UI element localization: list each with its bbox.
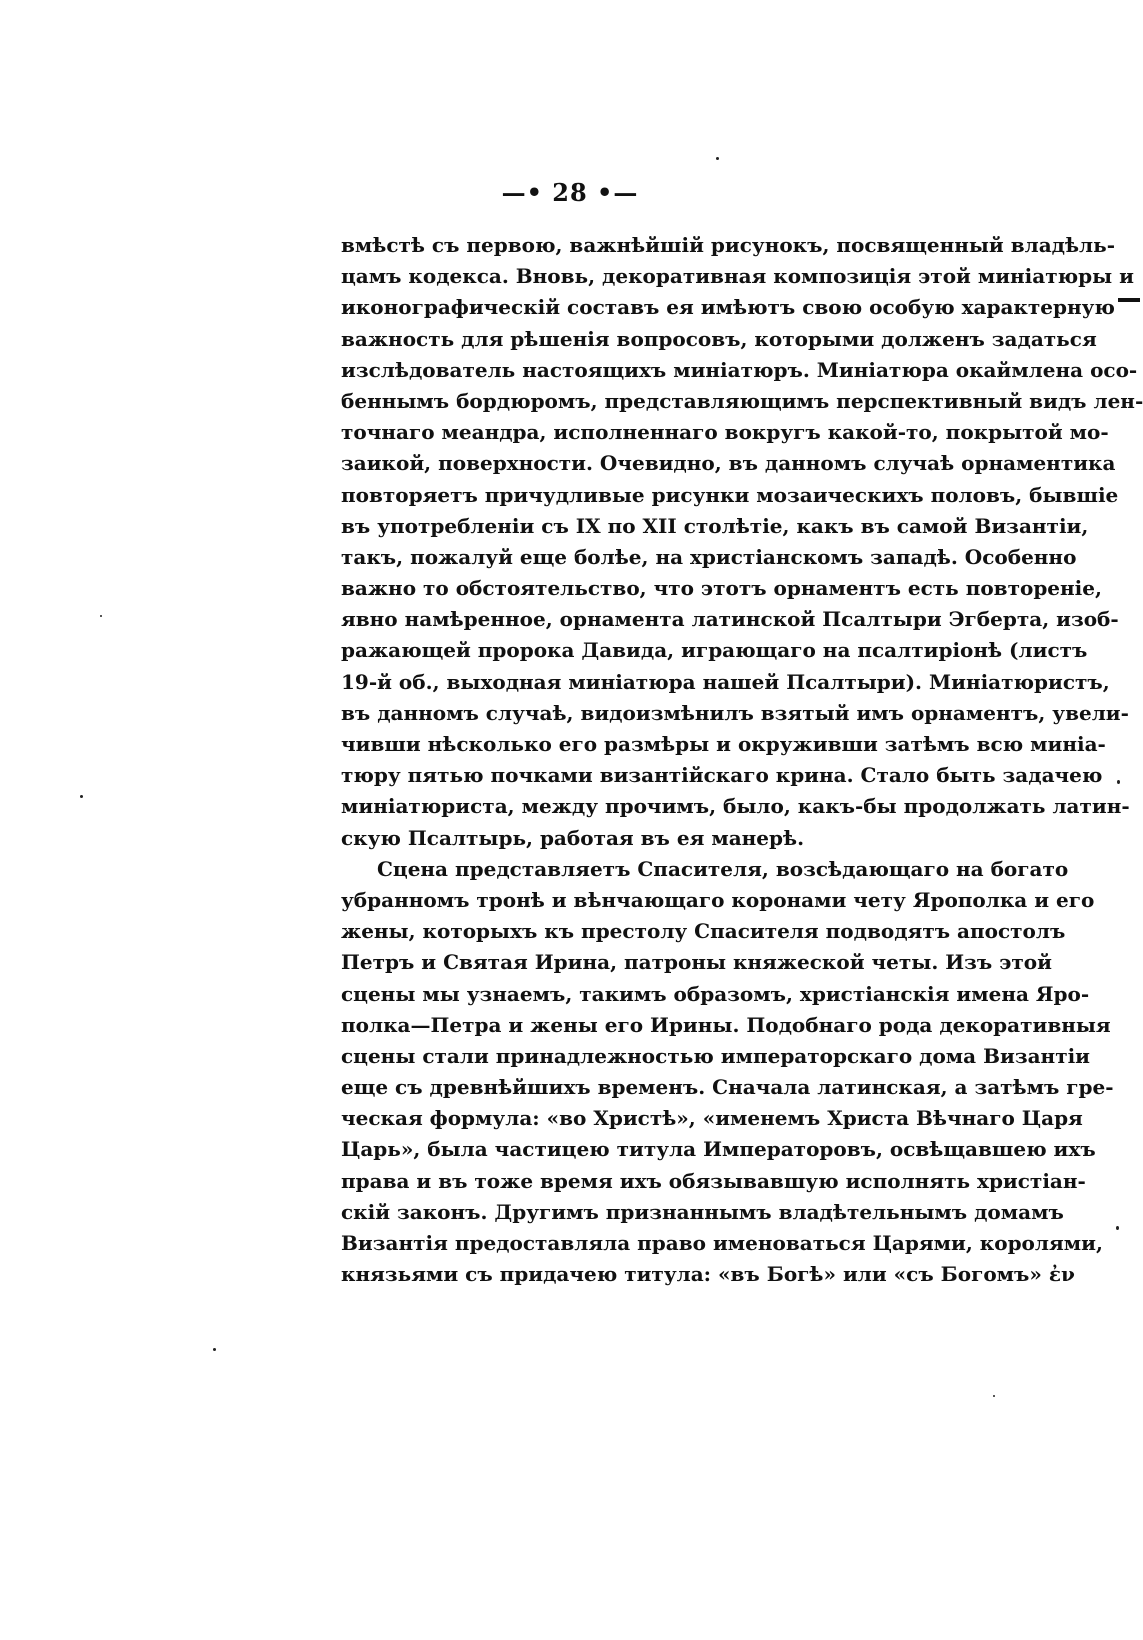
text-line: права и въ тоже время ихъ обязывавшую исполнять христіан-	[341, 1168, 1086, 1193]
text-line: скій законъ. Другимъ признаннымъ владѣтельнымъ домамъ	[341, 1199, 1064, 1224]
text-line: беннымъ бордюромъ, представляющимъ перспективный видъ лен-	[341, 388, 1143, 413]
text-line: явно намѣренное, орнамента латинской Псалтыри Эгберта, изоб-	[341, 607, 1119, 632]
scan-speck	[993, 1395, 995, 1397]
paragraph-end-line: скую Псалтырь, работая въ ея манерѣ.	[341, 825, 805, 850]
text-line: 19-й об., выходная миніатюра нашей Псалтыри). Миніатюристъ,	[341, 669, 1110, 694]
text-line: Царь», была частицею титула Императоровъ, освѣщавшею ихъ	[341, 1137, 1096, 1162]
text-line: князьями съ придачею титула: «въ Богѣ» или «съ Богомъ» ἐν	[341, 1262, 1075, 1287]
text-line: миніатюриста, между прочимъ, было, какъ-бы продолжать латин-	[341, 794, 1130, 819]
text-line: такъ, пожалуй еще болѣе, на христіанскомъ западѣ. Особенно	[341, 544, 1077, 569]
text-line: цамъ кодекса. Вновь, декоративная композиція этой миніатюры и	[341, 264, 1134, 289]
paragraph-start-line: Сцена представляетъ Спасителя, возсѣдающаго на богато	[377, 856, 1069, 881]
text-line: ческая формула: «во Христѣ», «именемъ Христа Вѣчнаго Царя	[341, 1106, 1083, 1131]
text-line: иконографическій составъ ея имѣютъ свою особую характерную	[341, 295, 1115, 320]
text-line: полка—Петра и жены его Ирины. Подобнаго рода декоративныя	[341, 1012, 1111, 1037]
text-line: Византія предоставляла право именоваться Царями, королями,	[341, 1231, 1103, 1255]
text-line: ражающей пророка Давида, играющаго на псалтиріонѣ (листъ	[341, 638, 1088, 663]
text-line: въ употребленіи съ IX по XII столѣтіе, какъ въ самой Византіи,	[341, 513, 1089, 538]
text-line: чивши нѣсколько его размѣры и окруживши затѣмъ всю миніа-	[341, 732, 1106, 756]
scan-speck	[213, 1348, 216, 1351]
scan-speck	[100, 615, 102, 617]
text-line: повторяетъ причудливые рисунки мозаическихъ половъ, бывшіе	[341, 482, 1119, 507]
scan-speck	[80, 795, 83, 798]
text-line: въ данномъ случаѣ, видоизмѣнилъ взятый имъ орнаментъ, увели-	[341, 700, 1129, 725]
scan-speck	[1117, 780, 1120, 784]
text-line: заикой, поверхности. Очевидно, въ данномъ случаѣ орнаментика	[341, 451, 1116, 476]
scan-speck	[716, 157, 719, 160]
text-line: сцены стали принадлежностью императорскаго дома Византіи	[341, 1043, 1091, 1068]
text-line: точнаго меандра, исполненнаго вокругъ какой-то, покрытой мо-	[341, 420, 1109, 445]
text-line: вмѣстѣ съ первою, важнѣйшій рисунокъ, посвященный владѣль-	[341, 233, 1116, 257]
scan-speck	[1116, 1226, 1119, 1230]
text-line: жены, которыхъ къ престолу Спасителя подводятъ апостолъ	[341, 919, 1066, 944]
text-line: важность для рѣшенія вопросовъ, которыми долженъ задаться	[341, 326, 1097, 351]
page-number: —• 28 •—	[501, 178, 639, 207]
scan-edge-mark	[1118, 298, 1140, 302]
text-line: сцены мы узнаемъ, такимъ образомъ, христіанскія имена Яро-	[341, 981, 1090, 1006]
text-line: изслѣдователь настоящихъ миніатюръ. Миніатюра окаймлена осо-	[341, 357, 1138, 382]
body-text	[341, 230, 1143, 1290]
text-line: Петръ и Святая Ирина, патроны княжеской четы. Изъ этой	[341, 950, 1052, 975]
text-line: важно то обстоятельство, что этотъ орнаментъ есть повтореніе,	[341, 576, 1102, 601]
text-line: убранномъ тронѣ и вѣнчающаго коронами чету Ярополка и его	[341, 887, 1095, 912]
text-line: еще съ древнѣйшихъ временъ. Сначала латинская, а затѣмъ гре-	[341, 1075, 1114, 1100]
text-line: тюру пятью почками византійскаго крина. Стало быть задачею	[341, 763, 1103, 788]
